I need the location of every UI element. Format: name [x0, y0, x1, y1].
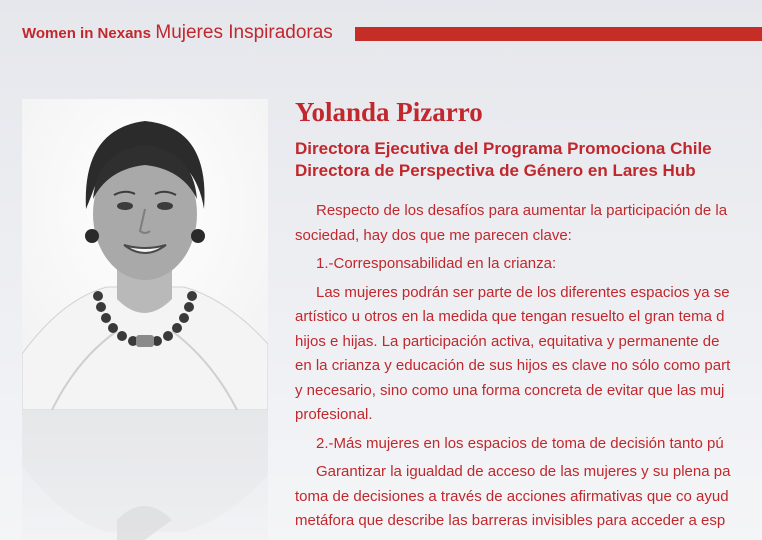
- body-line: 2.-Más mujeres en los espacios de toma de decisión tanto pú: [316, 434, 724, 452]
- body-line: toma de decisiones a través de acciones afirmativas que co ayud: [295, 487, 729, 505]
- body-line: Las mujeres podrán ser parte de los diferentes espacios ya se: [316, 283, 730, 301]
- brand-label: Women in Nexans: [22, 25, 151, 42]
- person-roles: [295, 138, 762, 182]
- section-title: Mujeres Inspiradoras: [155, 22, 333, 43]
- body-line: metáfora que describe las barreras invisibles para acceder a esp: [295, 512, 726, 529]
- page-header: [0, 22, 762, 50]
- body-line: profesional.: [295, 406, 373, 423]
- body-line: sociedad, hay dos que me parecen clave:: [295, 226, 572, 244]
- article-content: [295, 95, 762, 540]
- body-line: Garantizar la igualdad de acceso de las mujeres y su plena pa: [316, 463, 731, 480]
- portrait-photo: [22, 99, 268, 410]
- body-line: en la crianza y educación de sus hijos es clave no sólo como part: [295, 357, 731, 374]
- role-line-1: Directora Ejecutiva del Programa Promociona Chile: [295, 139, 712, 158]
- body-line: 1.-Corresponsabilidad en la crianza:: [316, 255, 557, 272]
- header-title: [22, 22, 333, 44]
- portrait-reflection: [22, 410, 268, 540]
- role-line-2: Directora de Perspectiva de Género en Lares Hub: [295, 161, 696, 180]
- body-line: artístico u otros en la medida que tengan resuelto el gran tema d: [295, 308, 725, 325]
- body-line: Respecto de los desafíos para aumentar la participación de la: [316, 202, 728, 219]
- person-name: Yolanda Pizarro: [295, 97, 483, 127]
- article-body: [295, 199, 762, 534]
- header-accent-bar: [355, 27, 762, 41]
- body-line: hijos e hijas. La participación activa, equitativa y permanente de: [295, 332, 720, 350]
- body-line: y necesario, sino como una forma concreta de evitar que las muj: [295, 381, 725, 399]
